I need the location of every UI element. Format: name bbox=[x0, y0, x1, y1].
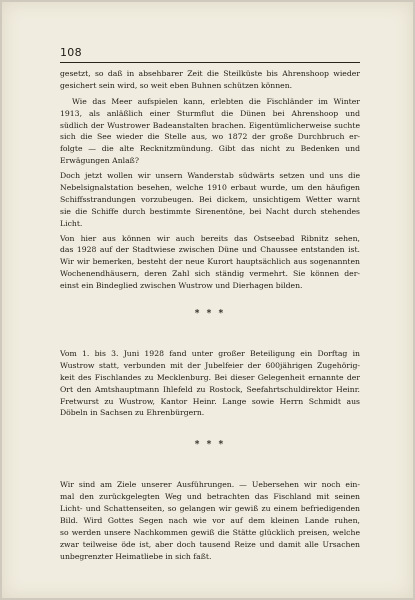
text-line: einst ein Bindeglied zwischen Wustrow und Dierhagen bilden. bbox=[60, 281, 303, 291]
text-line: Doch jetzt wollen wir unsern Wanderstab südwärts setzen und uns die bbox=[60, 171, 360, 181]
text-line: folgte — die alte Recknitzmündung. Gibt das nicht zu Bedenken und bbox=[60, 144, 360, 154]
paragraph bbox=[60, 96, 360, 167]
text-line: Von hier aus können wir auch bereits das Ostseebad Ribnitz sehen, bbox=[60, 233, 360, 243]
text-line: mal den zurückgelegten Weg und betrachten das Fischland mit seinen bbox=[60, 492, 360, 502]
text-line: Schiffsstrandungen vorzubeugen. Bei dickem, unsichtigem Wetter warnt bbox=[60, 194, 360, 204]
text-line: keit des Fischlandes zu Mecklenburg. Bei dieser Gelegenheit ernannte der bbox=[60, 372, 360, 382]
text-line: Ort den Amtshauptmann Ihlefeld zu Rostock, Seefahrtschuldirektor Heinr. bbox=[60, 384, 360, 394]
section-separator: * * * bbox=[194, 309, 226, 320]
text-line: Erwägungen Anlaß? bbox=[60, 156, 139, 166]
text-line: Wochenendhäusern, deren Zahl sich ständig vermehrt. Sie können der- bbox=[60, 269, 360, 279]
text-line: Wir wir bemerken, besteht der neue Kurort hauptsächlich aus sogenannten bbox=[60, 257, 360, 267]
book-page bbox=[2, 2, 413, 598]
text-line: Döbeln in Sachsen zu Ehrenbürgern. bbox=[60, 408, 205, 418]
text-line: 1913, als anläßlich einer Sturmflut die Dünen bei Ahrenshoop und bbox=[60, 108, 360, 118]
text-line: Fretwurst zu Wustrow, Kantor Heinr. Lange sowie Herrn Schmidt aus bbox=[60, 396, 360, 406]
text-line: zwar teilweise öde ist, aber doch tausend Reize und damit alle Ursachen bbox=[60, 539, 360, 549]
text-line: Nebelsignalstation besehen, welche 1910 erbaut wurde, um den häufigen bbox=[60, 183, 360, 193]
text-line: Licht- und Schattenseiten, so gelangen wir gewiß zu einem befriedigenden bbox=[60, 504, 360, 514]
text-line: Licht. bbox=[60, 218, 83, 228]
page-number: 108 bbox=[60, 46, 82, 59]
header-rule bbox=[60, 62, 360, 63]
text-line: das 1928 auf der Stadtwiese zwischen Düne und Chaussee entstanden ist. bbox=[60, 245, 360, 255]
text-line: südlich der Wustrower Badeanstalten brachen. Eigentümlicherweise suchte bbox=[60, 120, 360, 130]
text-line: Bild. Wird Gottes Segen nach wie vor auf dem kleinen Lande ruhen, bbox=[60, 516, 360, 526]
section-separator: * * * bbox=[194, 440, 226, 451]
text-line: Vom 1. bis 3. Juni 1928 fand unter großer Beteiligung ein Dorftag in bbox=[60, 349, 360, 359]
text-line: so werden unsere Nachkommen gewiß die Stätte glücklich preisen, welche bbox=[60, 527, 360, 537]
text-line: unbegrenzter Heimatliebe in sich faßt. bbox=[60, 551, 212, 561]
page-body bbox=[60, 68, 360, 563]
text-line: sie die Schiffe durch bestimmte Sirenentöne, bei Nacht durch stehendes bbox=[60, 206, 360, 216]
paragraph bbox=[60, 170, 360, 229]
paragraph bbox=[60, 479, 360, 562]
paragraph bbox=[60, 348, 360, 419]
paragraph bbox=[60, 233, 360, 292]
text-line: Wie das Meer aufspielen kann, erlebten die Fischländer im Winter bbox=[72, 96, 360, 106]
text-line: sich die See wieder die Stelle aus, wo 1872 der große Durchbruch er- bbox=[60, 132, 360, 142]
text-line: gesichert sein wird, so weit eben Buhnen schützen können. bbox=[60, 80, 293, 90]
text-line: Wir sind am Ziele unserer Ausführungen. — Uebersehen wir noch ein- bbox=[60, 480, 360, 490]
text-line: gesetzt, so daß in absehbarer Zeit die Steilküste bis Ahrenshoop wieder bbox=[60, 69, 360, 78]
text-line: Wustrow statt, verbunden mit der Jubelfeier der 600jährigen Zugehörig- bbox=[60, 360, 360, 370]
paragraph bbox=[60, 68, 360, 92]
